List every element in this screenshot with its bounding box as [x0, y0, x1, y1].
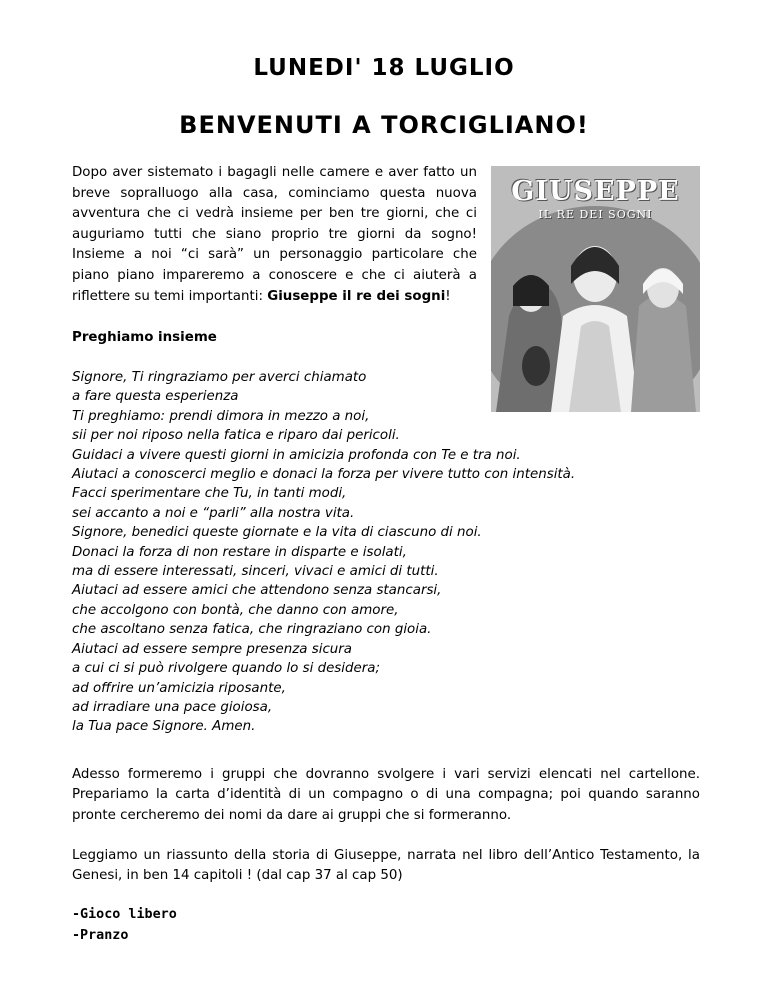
prayer-line: ma di essere interessati, sinceri, vivaci e amici di tutti.: [72, 564, 439, 580]
prayer-line: Guidaci a vivere questi giorni in amicizia profonda con Te e tra noi.: [72, 447, 521, 463]
prayer-line: ad offrire un’amicizia riposante,: [72, 680, 286, 696]
prayer-line: a cui ci si può rivolgere quando lo si desidera;: [72, 661, 380, 677]
prayer-line: Aiutaci a conoscerci meglio e donaci la forza per vivere tutto con intensità.: [72, 467, 576, 483]
schedule-item: -Pranzo: [72, 927, 129, 943]
poster-subtitle: IL RE DEI SOGNI: [538, 208, 653, 221]
intro-end: !: [445, 288, 451, 304]
prayer-line: che ascoltano senza fatica, che ringraziano con gioia.: [72, 622, 432, 638]
prayer-line: Facci sperimentare che Tu, in tanti modi,: [72, 486, 347, 502]
prayer-line: Aiutaci ad essere sempre presenza sicura: [72, 641, 353, 657]
intro-paragraph: [72, 163, 477, 307]
prayer-line: Signore, benedici queste giornate e la vita di ciascuno di noi.: [72, 525, 482, 541]
prayer-line: Donaci la forza di non restare in disparte e isolati,: [72, 544, 407, 560]
prayer-line: la Tua pace Signore. Amen.: [72, 719, 256, 735]
prayer-heading: Preghiamo insieme: [72, 330, 217, 345]
welcome-heading: BENVENUTI A TORCIGLIANO!: [179, 111, 589, 139]
prayer-line: sii per noi riposo nella fatica e riparo dai pericoli.: [72, 428, 400, 444]
prayer-line: Signore, Ti ringraziamo per averci chiamato: [72, 370, 367, 385]
story-paragraph: Leggiamo un riassunto della storia di Giuseppe, narrata nel libro dell’Antico Testamento, la Genesi, in ben 14 capitoli ! (dal cap 37 al cap 50): [72, 848, 700, 884]
prayer-text: [72, 368, 575, 737]
poster-title: GIUSEPPE: [511, 176, 680, 207]
schedule-item: -Gioco libero: [72, 907, 177, 922]
prayer-line: a fare questa esperienza: [72, 389, 239, 405]
prayer-line: sei accanto a noi e “parli” alla nostra vita.: [72, 505, 355, 521]
prayer-line: ad irradiare una pace gioiosa,: [72, 699, 273, 715]
prayer-line: che accolgono con bontà, che danno con amore,: [72, 602, 399, 618]
date-heading: LUNEDI' 18 LUGLIO: [253, 55, 515, 81]
intro-text: Dopo aver sistemato i bagagli nelle camere e aver fatto un breve sopralluogo alla casa, cominciamo questa nuova avventura che ci vedrà insieme per ben tre giorni, che ci auguriamo tutti che siano proprio tre giorni da sogno! Insieme a noi “ci sarà” un personaggio particolare che piano piano impareremo a conoscere e che ci aiuterà a riflettere su temi importanti:: [72, 165, 477, 304]
prayer-line: Aiutaci ad essere amici che attendono senza stancarsi,: [72, 583, 442, 599]
prayer-line: Ti preghiamo: prendi dimora in mezzo a noi,: [72, 408, 370, 424]
intro-highlight: Giuseppe il re dei sogni: [267, 288, 446, 304]
schedule-list: [72, 905, 177, 946]
groups-paragraph: Adesso formeremo i gruppi che dovranno svolgere i vari servizi elencati nel cartellone. Prepariamo la carta d’identità di un compagno o di una compagna; poi quando saranno pronte cercheremo dei nomi da dare ai gruppi che si formeranno.: [72, 767, 700, 823]
